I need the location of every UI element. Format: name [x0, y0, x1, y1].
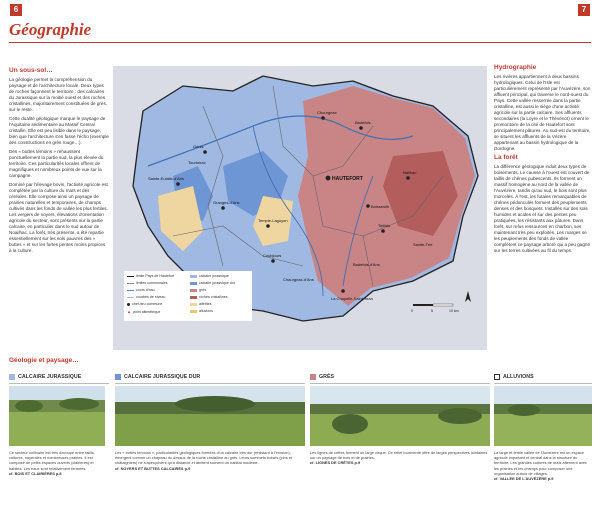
place-label: Nailhac — [403, 170, 417, 175]
caption-calcaire-dur: Les « buttes témoins », particularités géologiques formées d'un calcaire très dur (résistant à l'érosion), émergent comme un chapeau du dessus de la roche cristalline du grès. Leurs sommets boisés (pins et châtaigniers) ne s'aperçoivent qu'à distance et abritent souvent un habitat modeste. cf. NOYERS ET BUTTES CALCAIRES p.9 — [115, 450, 293, 471]
legend-item: altérites — [190, 302, 212, 306]
caption-alluvions: La large et fertile vallée de l'Auvézère est un espace agricole important et central dans la structure du territoire. Les grandes cultures de maïs alternent avec les prairies et les champs pour composer une organisation autour de villages. cf. VALLÉE DE L'AUVÉZÈRE p.9 — [494, 450, 587, 482]
page-number-left: 6 — [10, 4, 22, 16]
scale-label: 10 km — [449, 309, 459, 313]
legend-item: calcaire jurassique dur — [190, 281, 235, 285]
photo-alluvions — [494, 386, 592, 446]
place-label: Sainte-Trie — [413, 242, 433, 247]
right-column — [494, 63, 592, 353]
place-label: Temple-Laguyon — [258, 218, 288, 223]
bottom-heading: Géologie et paysage… — [9, 357, 79, 364]
legend-item: courbes de niveau — [127, 295, 165, 299]
photo-gres — [310, 386, 490, 446]
place-label: Boisseuilh — [371, 204, 390, 209]
left-column — [9, 66, 109, 351]
divider — [310, 383, 490, 384]
place-label: Chourgnac — [317, 110, 337, 115]
caption-gres: Les lignes de crêtes forment un large cirque. Ce relief tourmenté offre de larges perspectives lointaines sur un paysage de bois et de prairies. cf. LIGNES DE CRÊTES p.9 — [310, 450, 488, 466]
page-number-right: 7 — [578, 4, 590, 16]
legend-item: alluvions — [190, 309, 213, 313]
place-label-main: HAUTEFORT — [332, 176, 363, 182]
left-paragraph: Cette dualité géologique marque le paysage de l'Aquitaine sédimentaire au Massif Central cristallin. Elle est peu lisible dans le paysage, bien que l'architecture s'en fasse l'écho (exemple des constructions en grès rouge…). — [9, 116, 109, 145]
divider — [494, 383, 592, 384]
place-label: Tourtoirac — [188, 160, 206, 165]
col-header-gres: GRÈS — [310, 372, 490, 382]
legend-item: cours d'eau — [127, 288, 154, 292]
place-label: Génis — [193, 144, 204, 149]
col-header-alluvions: ALLUVIONS — [494, 372, 592, 382]
left-heading: Un sous-sol… — [9, 67, 53, 74]
forest-text: La différence géologique induit deux types de boisements. Le causse à l'ouest est couvert de taillis de chênes pubescents. Ils forment un massif homogène au nord de la vallée de l'Auvézère, tandis qu'au sud, le bois sont plus morcelés. À l'est, les futaies remarquables de chênes pédonculés forment des peuplements denses et des bosquets. Installés sur des sols humides et acides et sur des pentes peu pratiquées, les résistants aux pâtures. Dans forêt, sur refus ressources en charbon, ses maintenant très peu exploités. Les marges se les peuplements des fonds de vallée complétent ce paysage arboré qui a peu gagné sur les terres cultivées au fil du temps. — [494, 164, 591, 253]
divider — [115, 383, 305, 384]
scale-label: 0 — [411, 309, 413, 313]
left-paragraph: Dominé par l'élevage bovin, l'activité agricole est complétée par la culture du maïs et des céréales. Elle compose ainsi un paysage de prairies naturelles et temporaires, de champs cultivés dans les fonds de vallée les plus fertiles. Les vergers de noyers, élevations d'orientation agricole du secteur, sont présents sur la partie calcaire, en particulier dans le sud autour de Noailhac. La forêt, très présente, a été repartie essentiellement sur les sols pauvres des « buttes » et sur les fortes pentes moins propices à la culture. — [9, 182, 108, 253]
left-paragraph: La géologie permet la compréhension du paysage et de l'architecture locale. Deux types de roches façonnent le territoire : des calcaires du Jurassique sur la moitié ouest et des roches cristallines, majoritairement constituées de grès, sur le reste. — [9, 77, 108, 112]
place-label: Chaurgnac-d'Ans — [283, 277, 314, 282]
place-label: Badefols-d'Ans — [353, 262, 380, 267]
place-label: Badefols — [355, 120, 371, 125]
gres-swatch — [310, 374, 316, 380]
place-label: Granges-d'Ans — [213, 200, 240, 205]
title-divider — [9, 42, 591, 43]
divider — [9, 383, 109, 384]
legend-item: chef-lieu commune — [127, 302, 162, 306]
place-label: La Chapelle-Saint-Jean — [331, 296, 373, 301]
place-label: Coubjours — [263, 253, 282, 258]
photo-calcaire-dur — [115, 386, 305, 446]
page-title: Géographie — [9, 20, 92, 39]
legend-item: grès — [190, 288, 206, 292]
legend-item: limite Pays de Hautefort — [127, 274, 174, 278]
hydro-text: Les rivières appartiennent à deux bassins hydrologiques. Celui de l'Isle est particulièrement représenté par l'Auvézère, son affluent principal, qui traverse le nord-ouest du Pays. Cette vallée resserrée dans la partie cristalline, est aussi le siège d'une activité agricole sur la partie calcaire. Ses affluents secondaires (la Loyre et le Thévénot) ornent le promontoire de la cité de Hautefort sont principalement pâtures. Au sud-est du territoire, se situent les affluents de la Vézère appartenant au bassin hydrologique de la Dordogne. — [494, 74, 591, 151]
left-paragraph: Des « buttes témoins » rehaussent ponctuellement la partie sud, la plus élevée du territoire. Ces particularités locales offrent de magnifiques et nombreux points de vue sur la campagne. — [9, 149, 104, 178]
caption-calcaire: Ce secteur collinaire est très découpé entre taillis, cultures, noyeraies et nombreuses prairies. Il est composé de petits espaces ouverts (clairières) et habités. Les eaux sont relativement fermées. cf. BOIS ET CLAIRIÈRES p.8 — [9, 450, 95, 476]
photo-calcaire — [9, 386, 105, 446]
scale-label: 5 — [431, 309, 433, 313]
col-header-calcaire-dur: CALCAIRE JURASSIQUE DUR — [115, 372, 305, 382]
calcaire-swatch — [9, 374, 15, 380]
hydro-heading: Hydrographie — [494, 64, 537, 71]
legend-item: ▲ point altimétrique — [127, 309, 161, 314]
place-label: Teillots — [378, 223, 391, 228]
forest-heading: La forêt — [494, 154, 518, 161]
map-legend — [124, 271, 252, 321]
legend-item: roches cristallines — [190, 295, 228, 299]
alluvions-swatch — [494, 374, 500, 380]
calcaire-dur-swatch — [115, 374, 121, 380]
legend-item: calcaire jurassique — [190, 274, 229, 278]
place-label: Sainte-Eulalie-d'Ans — [148, 176, 184, 181]
col-header-calcaire: CALCAIRE JURASSIQUE — [9, 372, 109, 382]
legend-item: limites communales — [127, 281, 168, 285]
